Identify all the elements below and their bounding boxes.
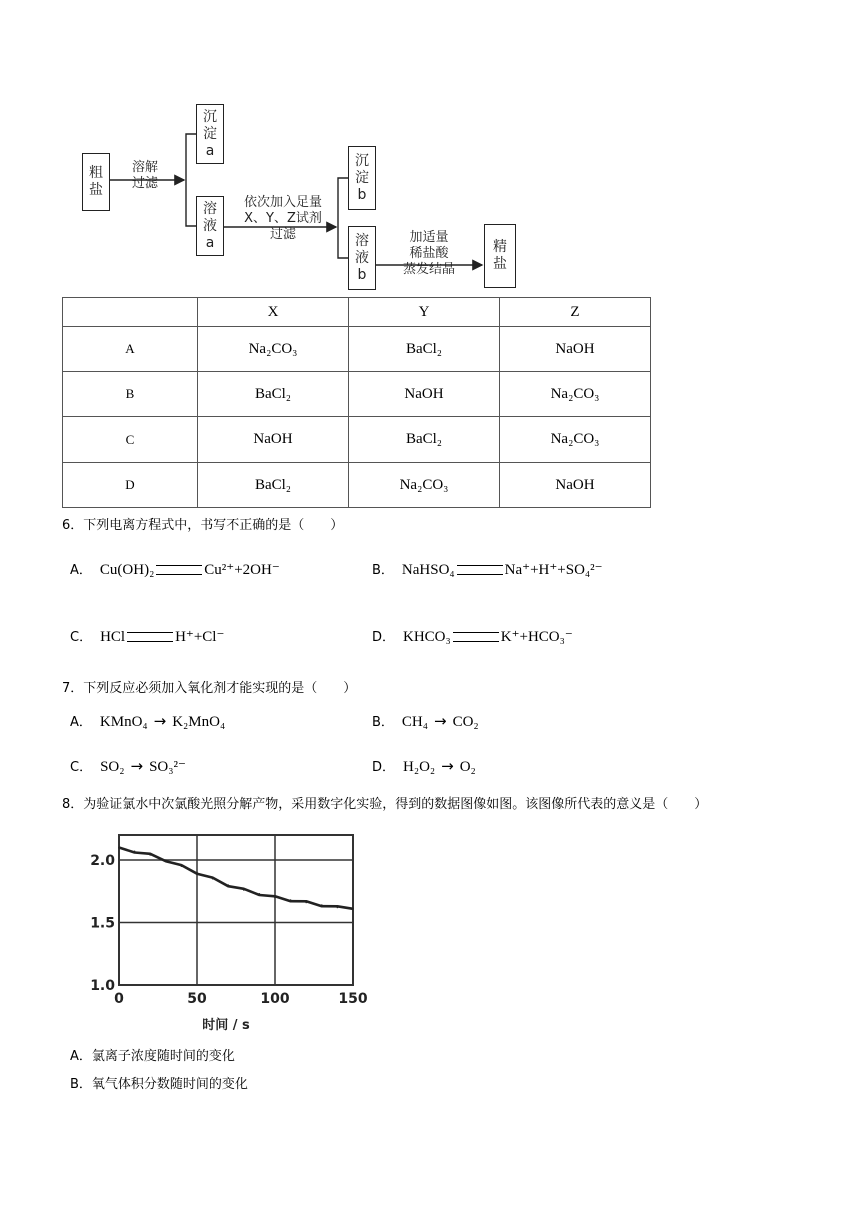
- table-cell: NaOH: [198, 417, 349, 463]
- data-point: [118, 847, 120, 849]
- table-row: [63, 417, 651, 463]
- data-point: [181, 865, 183, 867]
- data-point: [305, 902, 307, 904]
- branch-a: [186, 134, 196, 226]
- q7-option-b[interactable]: B． CH₄ → CO₂: [372, 712, 479, 730]
- q6-option-a[interactable]: A． Cu(OH)₂ Cu²⁺+2OH⁻: [70, 562, 280, 578]
- data-point: [290, 899, 292, 901]
- reagent-options-table: [62, 297, 651, 508]
- table-row: [63, 463, 651, 508]
- arrow-icon: →: [434, 712, 447, 730]
- table-header-cell: X: [198, 298, 349, 327]
- step2-label: 依次加入足量 X、Y、Z试剂 过滤: [243, 195, 322, 242]
- q8-option-b[interactable]: B．氧气体积分数随时间的变化: [70, 1077, 248, 1092]
- x-tick-label: 150: [338, 991, 368, 1007]
- arrow-icon: →: [441, 757, 454, 775]
- row-label: A: [63, 327, 198, 372]
- q7-option-d[interactable]: D． H₂O₂ → O₂: [372, 757, 476, 775]
- table-row: [63, 372, 651, 417]
- x-axis-label: 时间 / s: [202, 1018, 250, 1033]
- data-point: [165, 859, 167, 861]
- data-point: [259, 893, 261, 895]
- refined-salt-box: 精 盐: [484, 224, 516, 288]
- solution-a-box: 溶 液 a: [196, 196, 224, 256]
- plot-frame: [119, 835, 353, 985]
- table-cell: NaOH: [500, 327, 651, 372]
- solution-b-box: 溶 液 b: [348, 226, 376, 290]
- question-7-stem: 7．下列反应必须加入氧化剂才能实现的是（ ）: [62, 681, 357, 696]
- data-point: [352, 908, 354, 910]
- table-header-cell: Y: [349, 298, 500, 327]
- question-6-stem: 6．下列电离方程式中，书写不正确的是（ ）: [62, 518, 344, 533]
- table-cell: BaCl₂: [198, 463, 349, 508]
- x-tick-label: 100: [260, 991, 290, 1007]
- table-cell: BaCl₂: [198, 372, 349, 417]
- data-point: [243, 889, 245, 891]
- arrow-icon: →: [153, 712, 167, 730]
- step3-label: 加适量 稀盐酸 蒸发结晶: [402, 230, 455, 277]
- equals-sign: [156, 565, 202, 575]
- table-cell: Na₂CO₃: [500, 417, 651, 463]
- y-tick-label: 1.0: [90, 978, 115, 994]
- table-cell: BaCl₂: [349, 417, 500, 463]
- equals-sign: [127, 632, 173, 642]
- q7-option-a[interactable]: A． KMnO₄ → K₂MnO₄: [70, 712, 226, 730]
- equals-sign: [457, 565, 503, 575]
- y-tick-label: 1.5: [90, 915, 115, 932]
- q8-option-a[interactable]: A．氯离子浓度随时间的变化: [70, 1049, 235, 1064]
- precipitate-a-box: 沉 淀 a: [196, 104, 224, 164]
- q6-option-b[interactable]: B． NaHSO₄ Na⁺+H⁺+SO₄²⁻: [372, 562, 603, 578]
- arrow-icon: →: [130, 757, 144, 775]
- data-point: [149, 854, 151, 856]
- table-cell: BaCl₂: [349, 327, 500, 372]
- data-point: [212, 878, 214, 880]
- data-series-line: [119, 848, 353, 909]
- data-point: [134, 850, 136, 852]
- question-8-stem: 8．为验证氯水中次氯酸光照分解产物，采用数字化实验，得到的数据图像如图。该图像所代表的意义是（ ）: [62, 797, 708, 812]
- crude-salt-char: 盐: [89, 182, 103, 198]
- data-point: [321, 904, 323, 906]
- x-tick-label: 0: [114, 991, 124, 1007]
- row-label: D: [63, 463, 198, 508]
- data-point: [337, 907, 339, 909]
- step1-label: 溶解 过滤: [131, 160, 158, 191]
- q7-option-c[interactable]: C． SO₂ → SO₃²⁻: [70, 757, 186, 775]
- table-cell: Na₂CO₃: [500, 372, 651, 417]
- branch-b: [338, 178, 348, 258]
- row-label: C: [63, 417, 198, 463]
- table-cell: NaOH: [500, 463, 651, 508]
- table-row: [63, 327, 651, 372]
- data-point: [227, 884, 229, 886]
- precipitate-b-box: 沉 淀 b: [348, 146, 376, 210]
- flowchart-arrows: [0, 0, 560, 300]
- data-point: [196, 872, 198, 874]
- data-point: [274, 897, 276, 899]
- table-cell: Na₂CO₃: [198, 327, 349, 372]
- table-cell: Na₂CO₃: [349, 463, 500, 508]
- equals-sign: [453, 632, 499, 642]
- table-header-cell: Z: [500, 298, 651, 327]
- q6-option-c[interactable]: C． HCl H⁺+Cl⁻: [70, 629, 225, 645]
- crude-salt-char: 粗: [89, 165, 103, 181]
- photolysis-line-chart: [80, 825, 380, 1035]
- q6-option-d[interactable]: D． KHCO₃ K⁺+HCO₃⁻: [372, 629, 573, 645]
- table-cell: NaOH: [349, 372, 500, 417]
- x-tick-label: 50: [187, 991, 207, 1007]
- table-header-row: [63, 298, 651, 327]
- y-tick-label: 2.0: [90, 853, 115, 869]
- row-label: B: [63, 372, 198, 417]
- table-header-cell: [63, 298, 198, 327]
